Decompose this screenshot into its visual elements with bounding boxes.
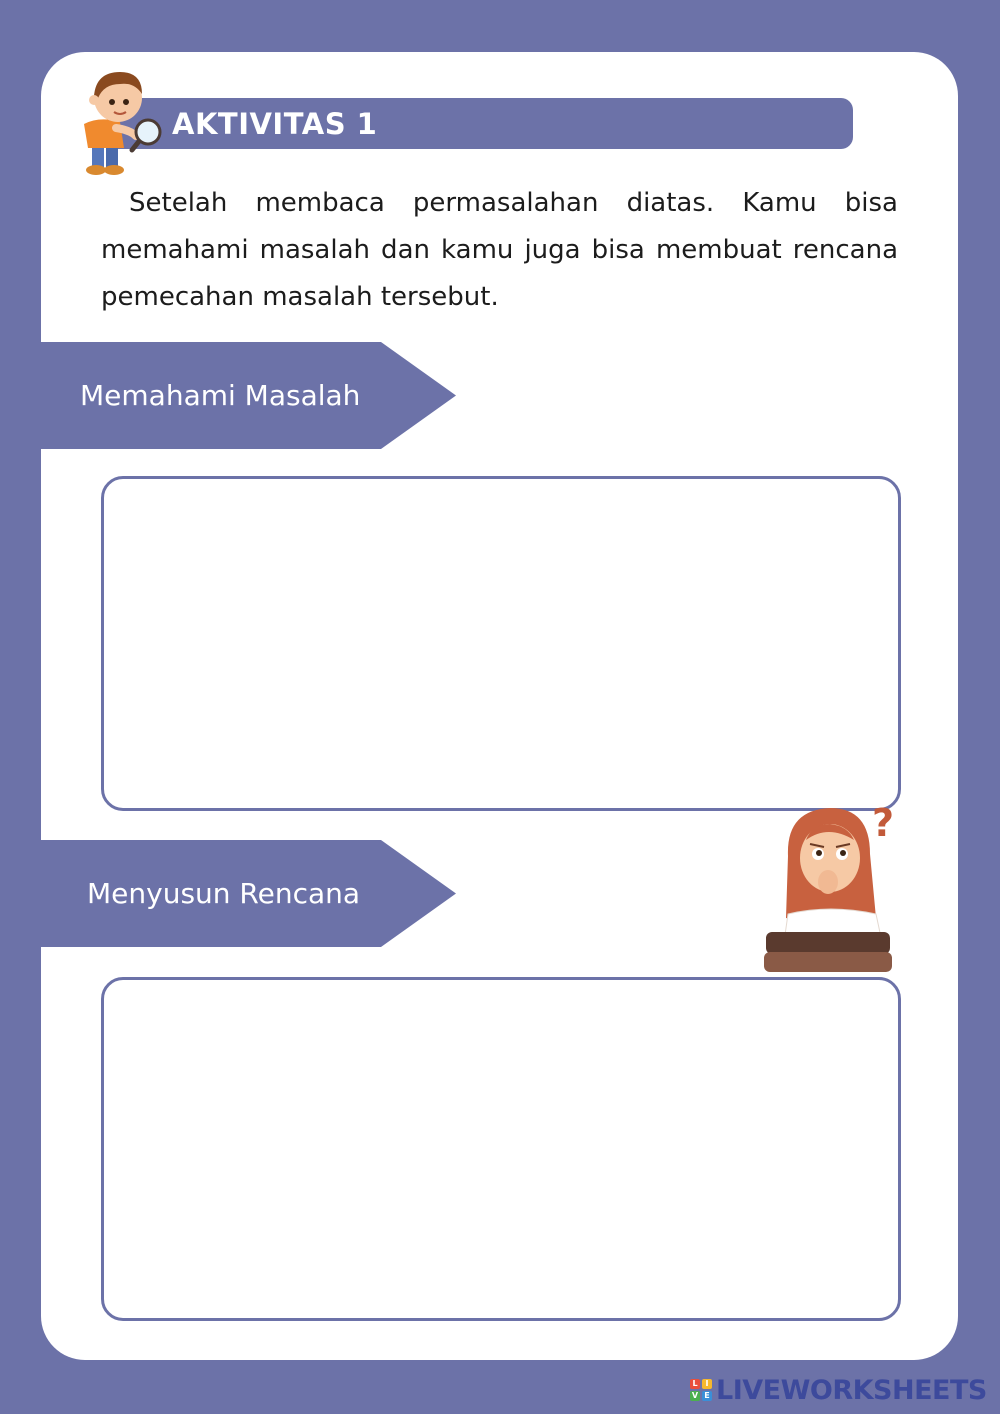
intro-paragraph: Setelah membaca permasalahan diatas. Kamu bisa memahami masalah dan kamu juga bisa membuat rencana pemecahan masalah tersebut. [101, 188, 898, 312]
answer-box-menyusun-rencana[interactable] [101, 977, 901, 1321]
page-title: AKTIVITAS 1 [172, 107, 378, 141]
thinking-girl-icon [758, 796, 908, 978]
logo-block: L [690, 1379, 700, 1389]
section-tag-menyusun-rencana [41, 840, 456, 947]
section-tag-memahami-masalah [41, 342, 456, 449]
boy-with-magnifier-icon [70, 66, 170, 178]
question-mark-glyph: ? [872, 801, 895, 845]
section-label: Memahami Masalah [80, 379, 361, 412]
logo-block: V [691, 1391, 699, 1400]
section-label: Menyusun Rencana [87, 877, 361, 910]
logo-block: E [702, 1391, 712, 1401]
logo-blocks-icon [690, 1379, 712, 1401]
logo-text: LIVEWORKSHEETS [716, 1374, 987, 1406]
logo-block: I [702, 1379, 712, 1389]
answer-box-memahami-masalah[interactable] [101, 476, 901, 811]
liveworksheets-logo[interactable] [690, 1374, 987, 1406]
